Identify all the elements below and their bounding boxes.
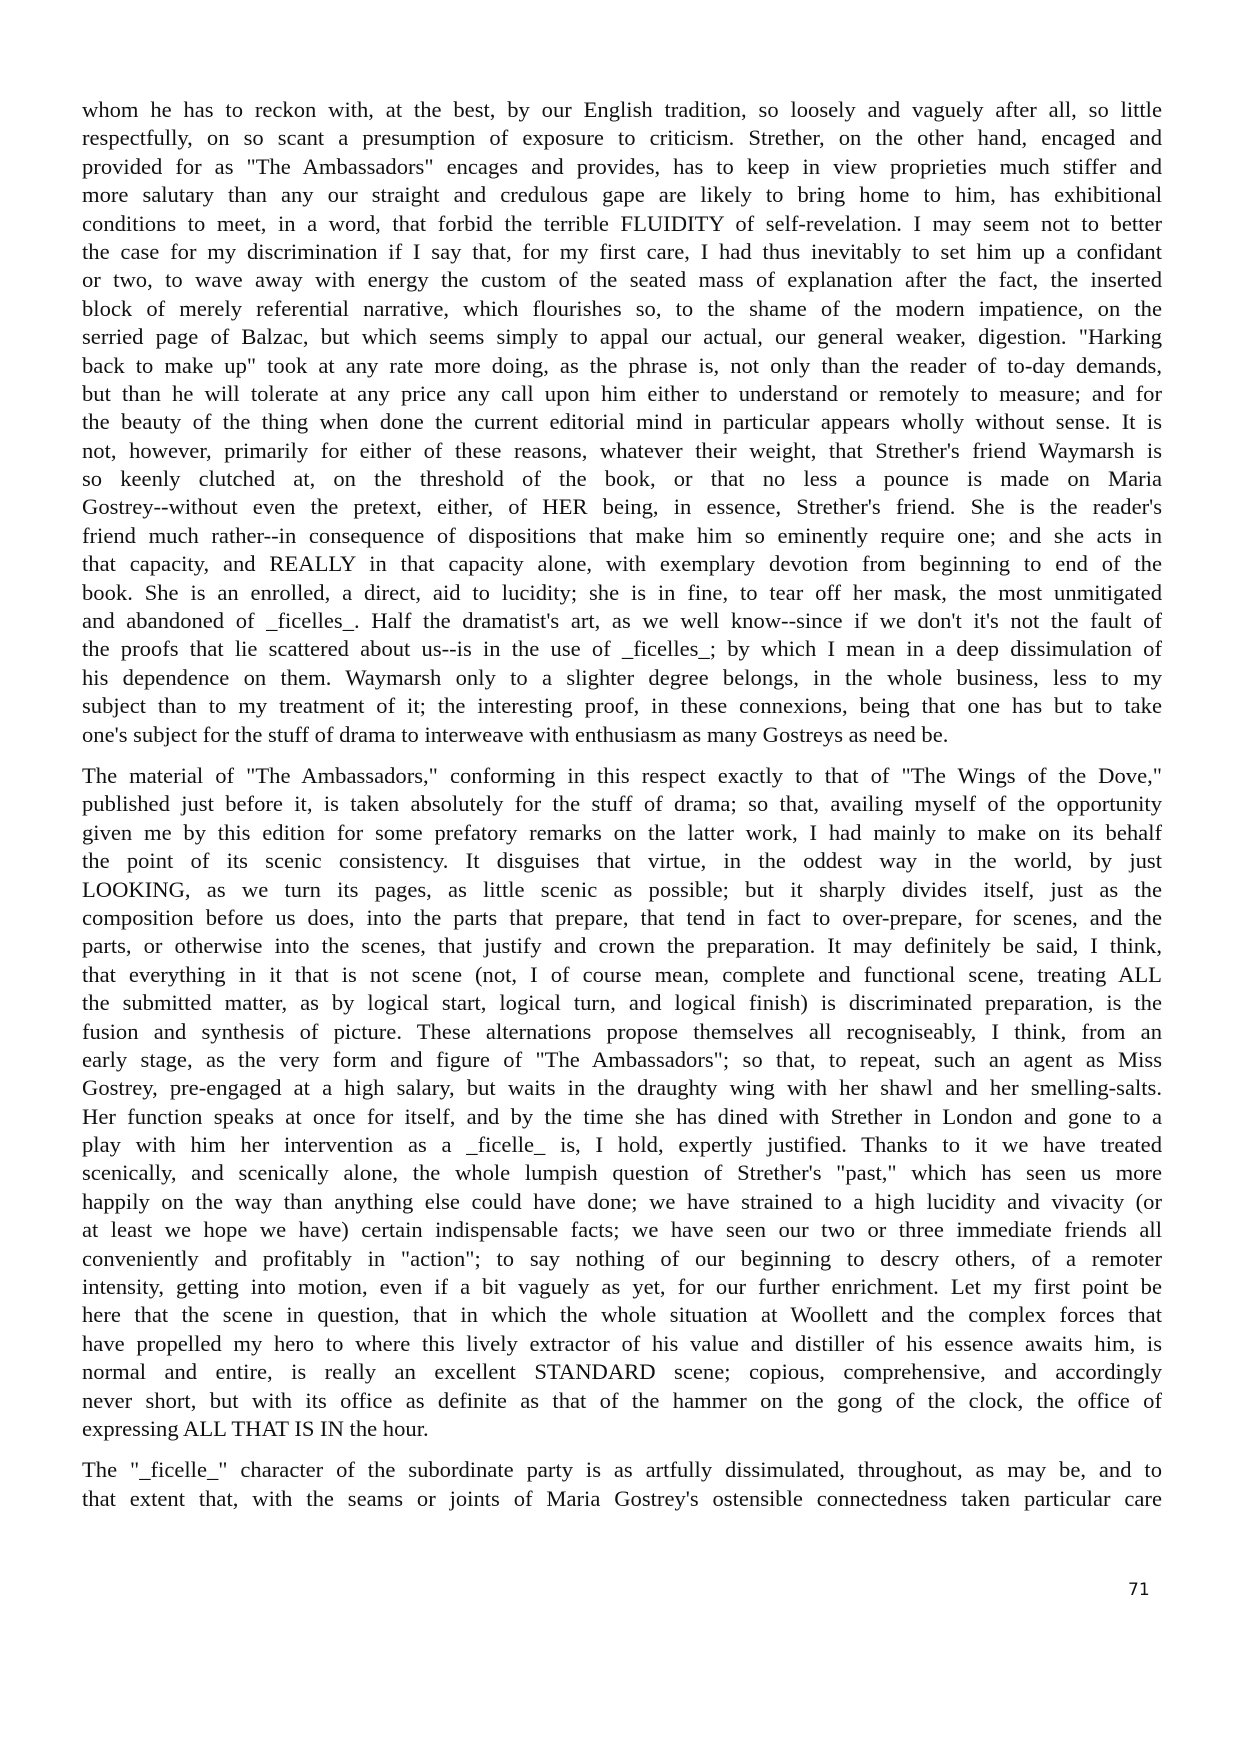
text-line: friend much rather--in consequence of dispositions that make him so eminently require one; and she acts in: [82, 522, 1162, 548]
text-line: happily on the way than anything else could have done; we have strained to a high lucidity and vivacity (or: [82, 1188, 1162, 1214]
text-line: conditions to meet, in a word, that forbid the terrible FLUIDITY of self-revelation. I may seem not to better: [82, 210, 1162, 236]
text-line: the submitted matter, as by logical start, logical turn, and logical finish) is discriminated preparation, is the: [82, 990, 1162, 1016]
document-page: [82, 96, 1162, 1526]
text-line: parts, or otherwise into the scenes, that justify and crown the preparation. It may definitely be said, I think,: [82, 933, 1162, 959]
text-line: subject than to my treatment of it; the interesting proof, in these connexions, being that one has but to take: [82, 693, 1162, 719]
text-line: his dependence on them. Waymarsh only to a slighter degree belongs, in the whole business, less to my: [82, 664, 1162, 690]
text-line: the proofs that lie scattered about us--is in the use of _ficelles_; by which I mean in a deep dissimulation of: [82, 636, 1162, 662]
text-line: scenically, and scenically alone, the whole lumpish question of Strether's "past," which has seen us more: [82, 1160, 1162, 1186]
text-line: Her function speaks at once for itself, and by the time she has dined with Strether in London and gone to a: [82, 1103, 1162, 1129]
text-line: the point of its scenic consistency. It disguises that virtue, in the oddest way in the world, by just: [82, 848, 1162, 874]
text-line: normal and entire, is really an excellent STANDARD scene; copious, comprehensive, and accordingly: [82, 1359, 1162, 1385]
page-number: 71: [1128, 1580, 1150, 1600]
text-line: book. She is an enrolled, a direct, aid to lucidity; she is in fine, to tear off her mask, the most unmitigated: [82, 579, 1162, 605]
text-line: so keenly clutched at, on the threshold of the book, or that no less a pounce is made on Maria: [82, 466, 1162, 492]
text-line: early stage, as the very form and figure of "The Ambassadors"; so that, to repeat, such an agent as Miss: [82, 1046, 1162, 1072]
paragraph-2: [82, 762, 1162, 1443]
paragraph-1: [82, 96, 1162, 749]
text-line: never short, but with its office as definite as that of the hammer on the gong of the clock, the office of: [82, 1387, 1162, 1413]
text-line: respectfully, on so scant a presumption of exposure to criticism. Strether, on the other hand, encaged and: [82, 125, 1162, 151]
text-line: The "_ficelle_" character of the subordinate party is as artfully dissimulated, throughout, as may be, and to: [82, 1457, 1162, 1483]
text-line: but than he will tolerate at any price any call upon him either to understand or remotely to measure; and for: [82, 380, 1162, 406]
text-line: more salutary than any our straight and credulous gape are likely to bring home to him, has exhibitional: [82, 182, 1162, 208]
text-line: composition before us does, into the parts that prepare, that tend in fact to over-prepare, for scenes, and the: [82, 904, 1162, 930]
text-line: serried page of Balzac, but which seems simply to appal our actual, our general weaker, digestion. "Harking: [82, 324, 1162, 350]
text-line: not, however, primarily for either of these reasons, whatever their weight, that Strether's friend Waymarsh is: [82, 437, 1162, 463]
text-line: have propelled my hero to where this lively extractor of his value and distiller of his essence awaits him, is: [82, 1330, 1162, 1356]
text-line: The material of "The Ambassadors," conforming in this respect exactly to that of "The Wings of the Dove,": [82, 762, 1162, 788]
text-line: here that the scene in question, that in which the whole situation at Woollett and the complex forces that: [82, 1302, 1162, 1328]
text-line: play with him her intervention as a _ficelle_ is, I hold, expertly justified. Thanks to it we have treated: [82, 1132, 1162, 1158]
text-line: and abandoned of _ficelles_. Half the dramatist's art, as we well know--since if we don't it's not the fault of: [82, 608, 1162, 634]
text-line: at least we hope we have) certain indispensable facts; we have seen our two or three immediate friends all: [82, 1217, 1162, 1243]
text-line: published just before it, is taken absolutely for the stuff of drama; so that, availing myself of the opportunity: [82, 791, 1162, 817]
text-line: expressing ALL THAT IS IN the hour.: [82, 1415, 429, 1441]
text-line: that extent that, with the seams or joints of Maria Gostrey's ostensible connectedness taken particular care: [82, 1485, 1162, 1511]
text-line: that everything in it that is not scene (not, I of course mean, complete and functional scene, treating ALL: [82, 961, 1162, 987]
text-line: LOOKING, as we turn its pages, as little scenic as possible; but it sharply divides itself, just as the: [82, 876, 1162, 902]
paragraph-3: [82, 1456, 1162, 1513]
text-line: or two, to wave away with energy the custom of the seated mass of explanation after the fact, the inserted: [82, 267, 1162, 293]
text-line: block of merely referential narrative, which flourishes so, to the shame of the modern impatience, on the: [82, 295, 1162, 321]
text-line: whom he has to reckon with, at the best, by our English tradition, so loosely and vaguely after all, so little: [82, 97, 1162, 122]
text-line: the case for my discrimination if I say that, for my first care, I had thus inevitably to set him up a confidant: [82, 238, 1162, 264]
text-line: given me by this edition for some prefatory remarks on the latter work, I had mainly to make on its behalf: [82, 819, 1162, 845]
text-line: that capacity, and REALLY in that capacity alone, with exemplary devotion from beginning to end of the: [82, 551, 1162, 577]
text-line: the beauty of the thing when done the current editorial mind in particular appears wholly without sense. It is: [82, 409, 1162, 435]
text-line: Gostrey, pre-engaged at a high salary, but waits in the draughty wing with her shawl and her smelling-salts.: [82, 1075, 1162, 1101]
text-line: Gostrey--without even the pretext, either, of HER being, in essence, Strether's friend. She is the reader's: [82, 494, 1162, 520]
text-line: back to make up" took at any rate more doing, as the phrase is, not only than the reader of to-day demands,: [82, 352, 1162, 378]
text-line: intensity, getting into motion, even if a bit vaguely as yet, for our further enrichment. Let my first point be: [82, 1274, 1162, 1300]
text-line: conveniently and profitably in "action"; to say nothing of our beginning to descry others, of a remoter: [82, 1245, 1162, 1271]
text-line: fusion and synthesis of picture. These alternations propose themselves all recogniseably, I think, from an: [82, 1018, 1162, 1044]
text-line: provided for as "The Ambassadors" encages and provides, has to keep in view proprieties much stiffer and: [82, 153, 1162, 179]
text-line: one's subject for the stuff of drama to interweave with enthusiasm as many Gostreys as need be.: [82, 721, 949, 747]
